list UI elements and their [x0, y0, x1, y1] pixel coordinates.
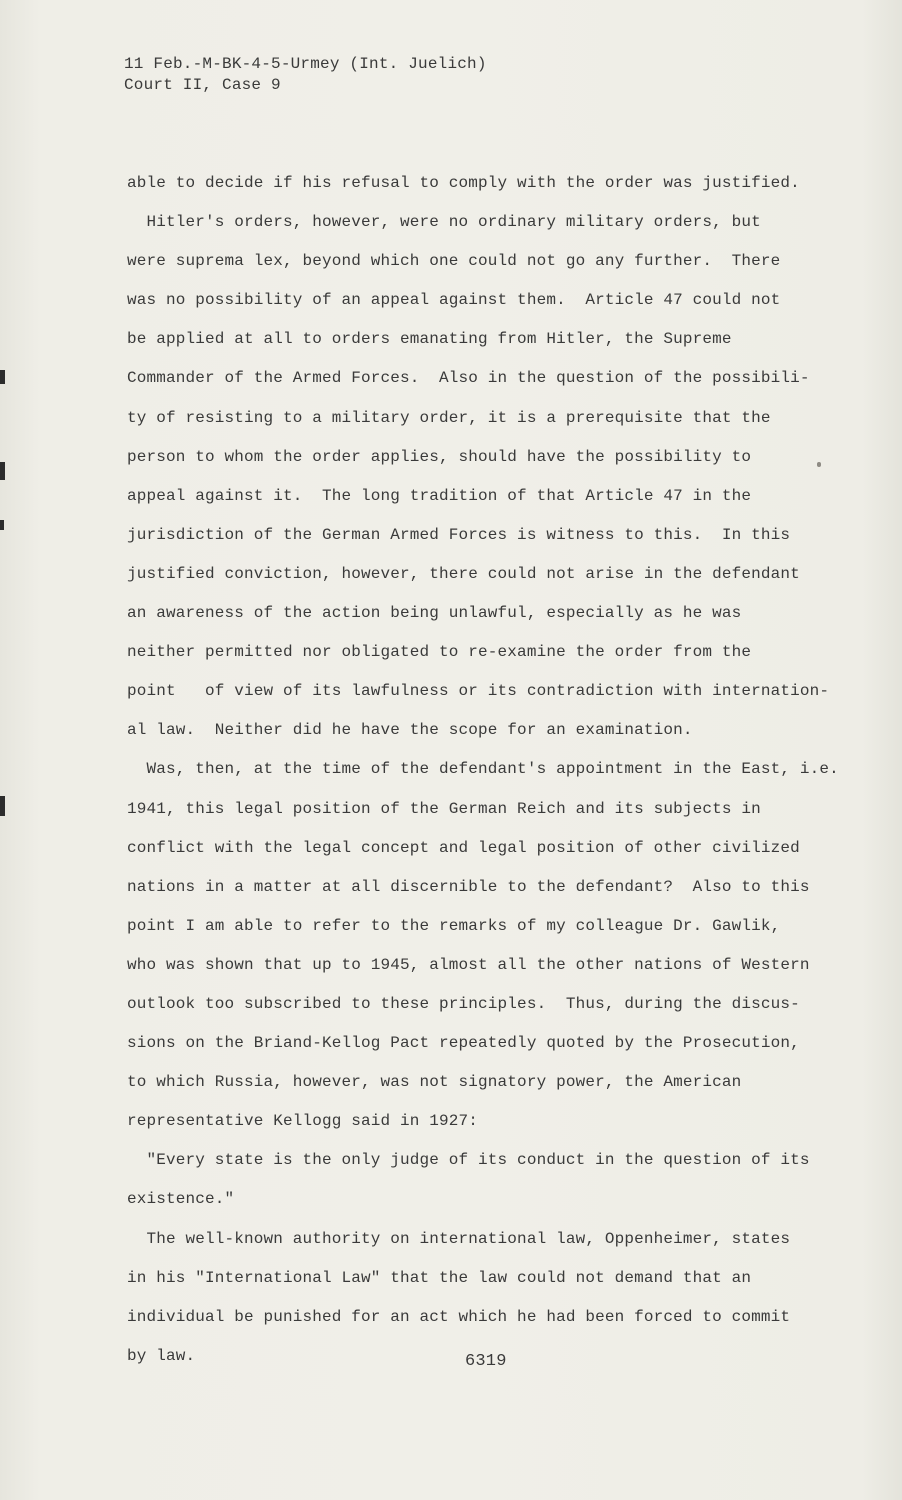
text-line: able to decide if his refusal to comply with the order was justified. — [127, 174, 800, 192]
text-line: nations in a matter at all discernible to the defendant? Also to this — [127, 877, 810, 896]
text-line: ty of resisting to a military order, it is a prerequisite that the — [127, 408, 771, 427]
text-line: al law. Neither did he have the scope for an examination. — [127, 721, 693, 740]
text-line: person to whom the order applies, should have the possibility to — [127, 447, 752, 466]
punch-mark-2 — [0, 462, 5, 480]
text-line: were suprema lex, beyond which one could not go any further. There — [127, 252, 781, 271]
text-line: be applied at all to orders emanating from Hitler, the Supreme — [127, 330, 732, 349]
text-line: appeal against it. The long tradition of that Article 47 in the — [127, 486, 752, 505]
text-line: Was, then, at the time of the defendant's appointment in the East, i.e. — [127, 760, 839, 779]
text-line: existence." — [127, 1190, 235, 1209]
punch-mark-3 — [0, 520, 4, 530]
text-line: jurisdiction of the German Armed Forces is witness to this. In this — [127, 525, 791, 544]
text-line: in his "International Law" that the law could not demand that an — [127, 1268, 752, 1287]
text-line: representative Kellogg said in 1927: — [127, 1112, 479, 1131]
document-header — [124, 54, 487, 96]
text-line: Commander of the Armed Forces. Also in the question of the possibili- — [127, 369, 810, 388]
text-line: was no possibility of an appeal against them. Article 47 could not — [127, 291, 781, 310]
text-line: The well-known authority on international law, Oppenheimer, states — [127, 1229, 791, 1248]
text-line: an awareness of the action being unlawful, especially as he was — [127, 604, 742, 623]
text-line: justified conviction, however, there could not arise in the defendant — [127, 564, 800, 583]
text-line: point of view of its lawfulness or its contradiction with internation- — [127, 682, 830, 701]
text-line: neither permitted nor obligated to re-examine the order from the — [127, 643, 752, 662]
text-line: Hitler's orders, however, were no ordinary military orders, but — [127, 213, 761, 232]
text-line: point I am able to refer to the remarks of my colleague Dr. Gawlik, — [127, 916, 781, 935]
text-line: by law. — [127, 1346, 196, 1365]
text-line: individual be punished for an act which he had been forced to commit — [127, 1307, 791, 1326]
punch-mark-1 — [0, 370, 5, 384]
text-line: 1941, this legal position of the German Reich and its subjects in — [127, 799, 761, 818]
text-line: outlook too subscribed to these principles. Thus, during the discus- — [127, 994, 800, 1013]
text-line: to which Russia, however, was not signatory power, the American — [127, 1073, 742, 1092]
body-text — [127, 164, 839, 1376]
header-court-case: Court II, Case 9 — [124, 76, 281, 94]
text-line: who was shown that up to 1945, almost all the other nations of Western — [127, 955, 810, 974]
text-line: "Every state is the only judge of its conduct in the question of its — [127, 1151, 810, 1170]
header-reference: 11 Feb.-M-BK-4-5-Urmey (Int. Juelich) — [124, 55, 487, 73]
text-line: conflict with the legal concept and legal position of other civilized — [127, 838, 800, 857]
punch-mark-4 — [0, 796, 5, 816]
text-line: sions on the Briand-Kellog Pact repeatedly quoted by the Prosecution, — [127, 1034, 800, 1053]
page-number: 6319 — [465, 1352, 507, 1371]
